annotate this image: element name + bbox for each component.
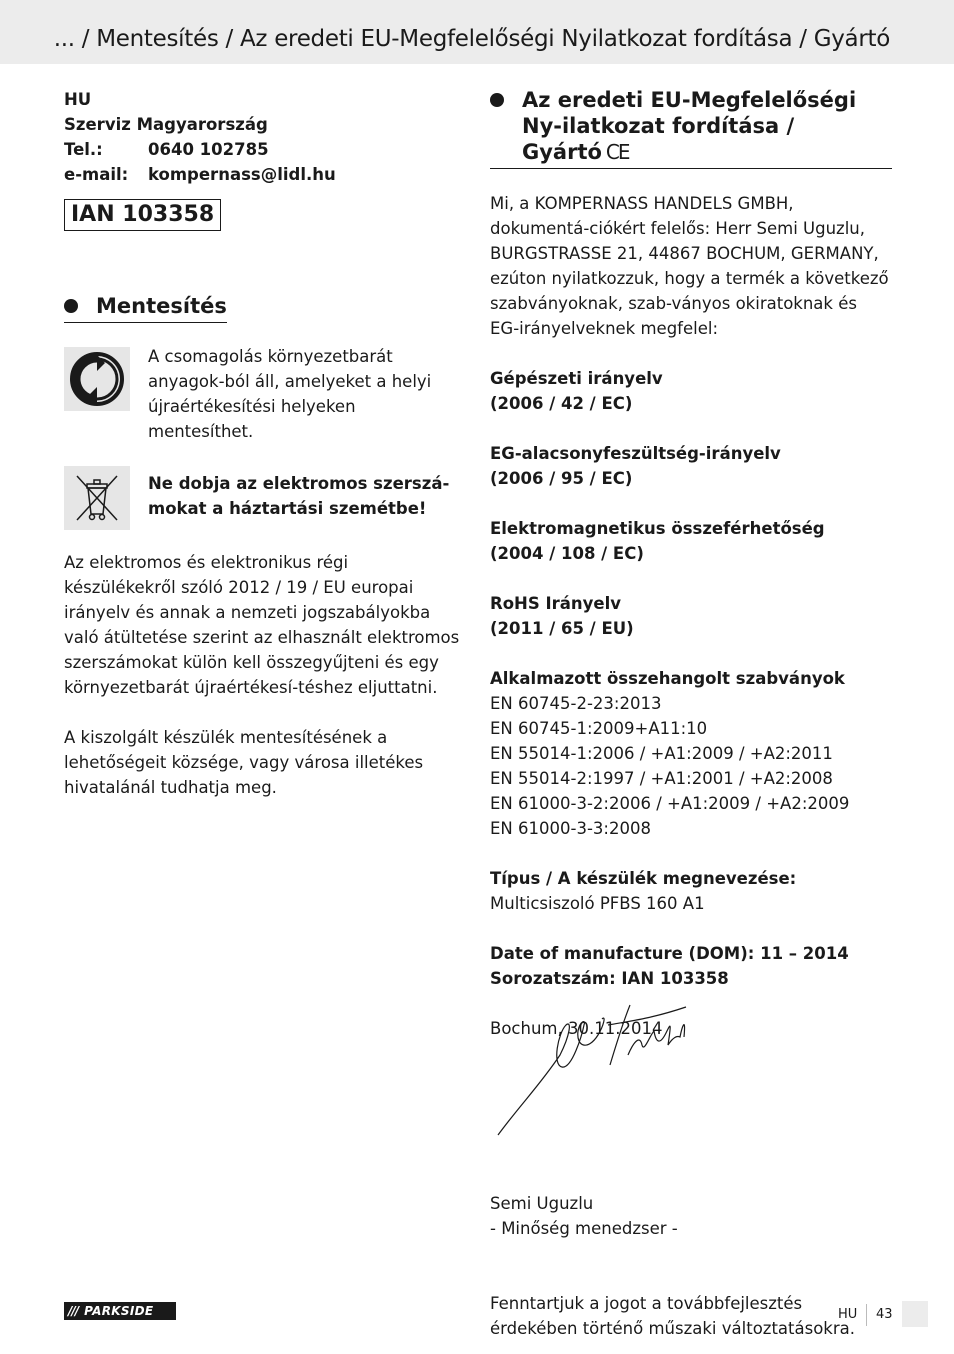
weee-row xyxy=(64,466,464,530)
signature xyxy=(490,995,700,1144)
green-dot-recycle-icon xyxy=(64,347,130,411)
page-title: ... / Mentesítés / Az eredeti EU-Megfelelőségi Nyilatkozat fordítása / Gyártó xyxy=(53,26,890,52)
dom-text: Date of manufacture (DOM): 11 – 2014 xyxy=(490,944,849,963)
parkside-logo xyxy=(64,1302,176,1320)
disposal-heading-text: Mentesítés xyxy=(96,294,227,318)
service-country: HU xyxy=(64,90,92,109)
standard-item: EN 61000-3-3:2008 xyxy=(490,819,651,838)
header-bar xyxy=(0,0,954,64)
declaration-intro: Mi, a KOMPERNASS HANDELS GMBH, dokumentá-ciókért felelős: Herr Semi Uguzlu, BURGSTRASSE 21, 44867 BOCHUM, GERMANY, ezúton nyilatkozzuk, hogy a termék a következő szabványoknak, szab-ványos okiratoknak és EG-irányelveknek megfelel: xyxy=(490,194,889,338)
disposal-info-paragraph: A kiszolgált készülék mentesítésének a lehetőségeit községe, vagy városa illetékes hivatalánál tudhatja meg. xyxy=(64,728,424,797)
standard-item: EN 55014-2:1997 / +A1:2001 / +A2:2008 xyxy=(490,769,833,788)
manufacture-block xyxy=(490,941,895,991)
packaging-row xyxy=(64,347,464,444)
packaging-text: A csomagolás környezetbarát anyagok-ból áll, amelyeket a helyi újraértékesítési helyeken mentesíthet. xyxy=(148,347,432,441)
email-label: e-mail: xyxy=(64,165,129,184)
weee-paragraph: Az elektromos és elektronikus régi készülékekről szóló 2012 / 19 / EU europai irányelv és annak a nemzeti jogszabályokba való átültetése szerint az elhasznált elektromos szerszámokat külön kell összegyűjteni és egy környezetbarát újraértékesí-téshez eljuttatni. xyxy=(64,553,460,697)
standards-block xyxy=(490,666,895,841)
right-column xyxy=(490,87,895,1341)
page-number: 43 xyxy=(876,1307,893,1322)
weee-warning-text: Ne dobja az elektromos szerszá-mokat a háztartási szemétbe! xyxy=(148,474,450,518)
footer-language: HU xyxy=(838,1307,858,1322)
phone-value: 0640 102785 xyxy=(148,140,269,159)
type-value: Multicsiszoló PFBS 160 A1 xyxy=(490,894,705,913)
footer-tab-marker xyxy=(902,1301,928,1327)
standards-heading: Alkalmazott összehangolt szabványok xyxy=(490,669,845,688)
directive-item: EG-alacsonyfeszültség-irányelv (2006 / 95 / EC) xyxy=(490,444,781,488)
type-block xyxy=(490,866,895,916)
directive-item: Gépészeti irányelv (2006 / 42 / EC) xyxy=(490,369,663,413)
directive-item: RoHS Irányelv (2011 / 65 / EU) xyxy=(490,594,634,638)
crossed-bin-icon xyxy=(64,466,130,530)
email-value: kompernass@lidl.hu xyxy=(148,165,336,184)
disposal-heading xyxy=(64,293,227,323)
phone-label: Tel.: xyxy=(64,140,103,159)
signer-name: Semi Uguzlu xyxy=(490,1194,594,1213)
declaration-heading xyxy=(490,87,892,169)
email-row xyxy=(64,162,464,187)
standard-item: EN 60745-1:2009+A11:10 xyxy=(490,719,708,738)
directives-list xyxy=(490,366,895,641)
ce-mark-icon: CE xyxy=(605,140,629,164)
ian-box: IAN 103358 xyxy=(64,199,221,231)
directive-item: Elektromagnetikus összeférhetőség (2004 / 108 / EC) xyxy=(490,519,825,563)
disclaimer: Fenntartjuk a jogot a továbbfejlesztés érdekében történő műszaki változtatásokra. xyxy=(490,1294,855,1338)
left-column xyxy=(64,87,464,800)
signer-role: - Minőség menedzser - xyxy=(490,1219,678,1238)
standard-item: EN 61000-3-2:2006 / +A1:2009 / +A2:2009 xyxy=(490,794,850,813)
footer-divider xyxy=(866,1304,867,1326)
phone-row xyxy=(64,137,464,162)
bullet-icon xyxy=(64,299,78,313)
bullet-icon xyxy=(490,93,504,107)
service-contact xyxy=(64,87,464,187)
type-label: Típus / A készülék megnevezése: xyxy=(490,869,797,888)
standard-item: EN 55014-1:2006 / +A1:2009 / +A2:2011 xyxy=(490,744,833,763)
brand-name: PARKSIDE xyxy=(84,1304,154,1318)
serial-text: Sorozatszám: IAN 103358 xyxy=(490,969,729,988)
declaration-heading-text: Az eredeti EU-Megfelelőségi Ny-ilatkozat fordítása / Gyártó CE xyxy=(522,88,857,164)
logo-stripes-icon: /// xyxy=(68,1304,79,1318)
place-date: Bochum, 30.11.2014 xyxy=(490,1019,663,1038)
standard-item: EN 60745-2-23:2013 xyxy=(490,694,662,713)
service-name: Szerviz Magyarország xyxy=(64,115,268,134)
